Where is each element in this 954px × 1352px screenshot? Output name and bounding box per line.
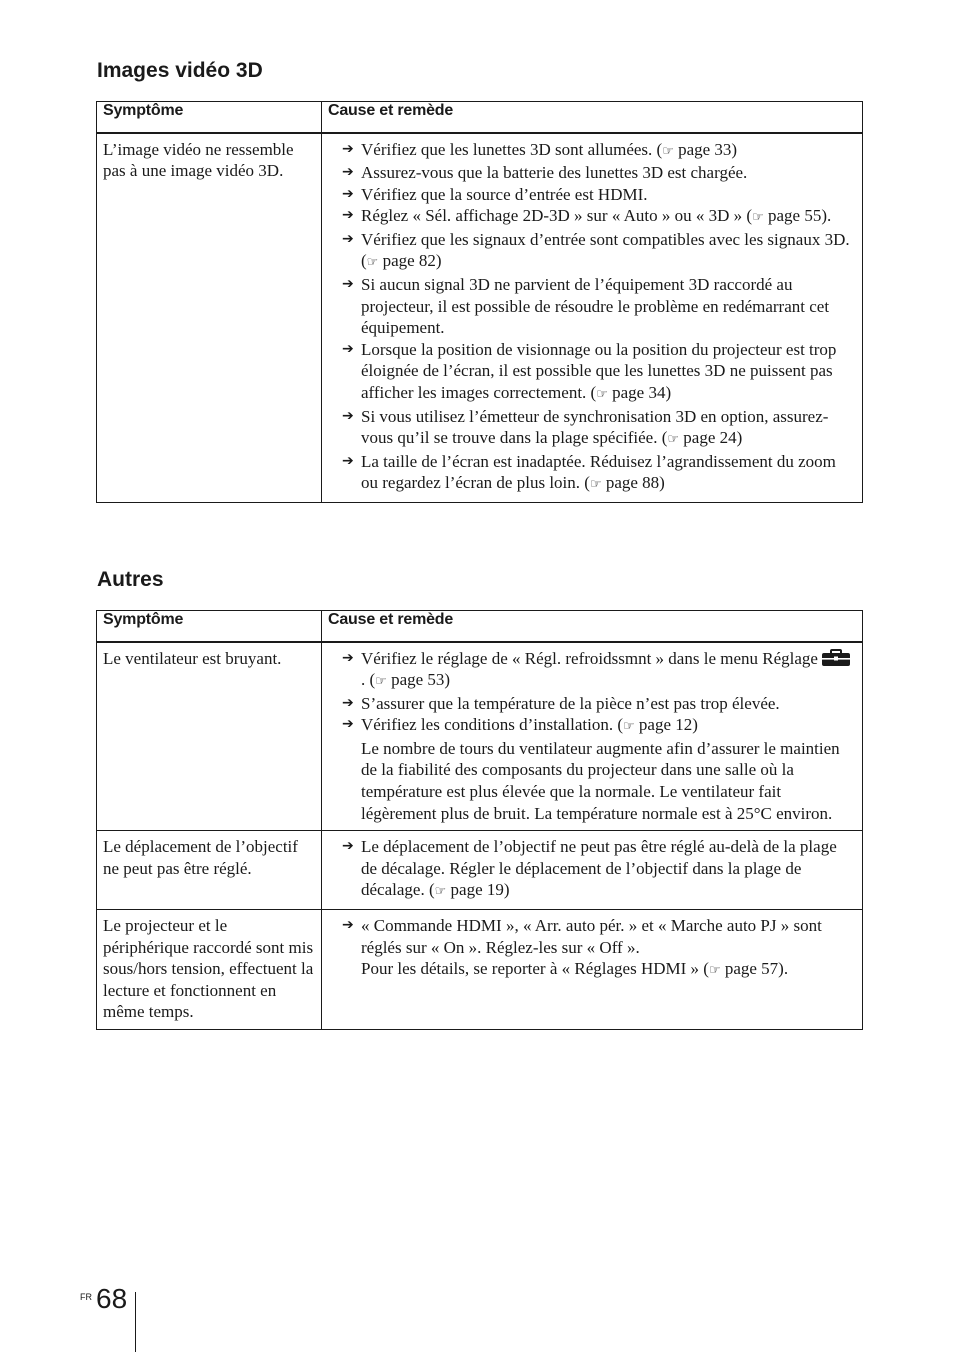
remedy-list xyxy=(342,836,854,903)
symptom-cell: Le ventilateur est bruyant. xyxy=(97,642,322,831)
remedy-item: ➔ Vérifiez que la source d’entrée est HDMI. xyxy=(342,184,648,204)
symptom-cell: Le déplacement de l’objectif ne peut pas être réglé. xyxy=(97,831,322,910)
arrow-bullet-icon: ➔ xyxy=(342,838,354,855)
arrow-bullet-icon: ➔ xyxy=(342,649,354,666)
remedy-item: ➔ Vérifiez les conditions d’installation. (☞ page 12) Le nombre de tours du ventilateur augmente afin d’assurer le maintien de la fiabilité des composants du projecteur dans une salle où la température est plus élevée que la normale. Le ventilateur fait légèrement plus de bruit. La température normale est à 25°C environ. xyxy=(342,715,840,823)
column-header-cause-remedy: Cause et remède xyxy=(322,611,863,642)
remedy-list xyxy=(342,139,854,497)
arrow-bullet-icon: ➔ xyxy=(342,452,354,469)
column-header-symptom: Symptôme xyxy=(97,611,322,642)
arrow-bullet-icon: ➔ xyxy=(342,276,354,293)
table-row xyxy=(97,831,863,910)
arrow-bullet-icon: ➔ xyxy=(342,140,354,157)
arrow-bullet-icon: ➔ xyxy=(342,407,354,424)
remedy-item: ➔ Vérifiez que les signaux d’entrée sont compatibles avec les signaux 3D. (☞ page 82) xyxy=(342,229,850,271)
page-reference-icon: ☞ xyxy=(662,143,674,159)
page-reference-icon: ☞ xyxy=(589,477,602,493)
arrow-bullet-icon: ➔ xyxy=(342,230,354,247)
remedy-item: ➔ Si vous utilisez l’émetteur de synchronisation 3D en option, assurez-vous qu’il se trouve dans la plage spécifiée. (☞ page 24) xyxy=(342,406,829,448)
page-number-divider xyxy=(135,1292,136,1352)
remedy-item: ➔ Lorsque la position de visionnage ou la position du projecteur est trop éloignée de l’écran, il est possible que les lunettes 3D ne puissent pas afficher les images correctement. (☞ page 34) xyxy=(342,339,837,403)
remedy-item: ➔ Assurez-vous que la batterie des lunettes 3D est chargée. xyxy=(342,163,748,183)
table-row xyxy=(97,642,863,831)
cause-remedy-cell xyxy=(322,642,863,831)
remedy-item: ➔ Si aucun signal 3D ne parvient de l’équipement 3D raccordé au projecteur, il est possible de résoudre le problème en redémarrant cet équipement. xyxy=(342,275,830,338)
language-marker: FR xyxy=(80,1292,92,1302)
section-title-3d-video: Images vidéo 3D xyxy=(97,59,263,82)
cause-remedy-cell xyxy=(322,910,863,1030)
remedy-item: ➔ La taille de l’écran est inadaptée. Réduisez l’agrandissement du zoom ou regardez l’écran de plus loin. (☞ page 88) xyxy=(342,451,836,493)
section-title-others: Autres xyxy=(97,568,164,591)
page-number: 68 xyxy=(96,1283,128,1314)
troubleshooting-table-3d xyxy=(96,101,863,503)
table-header-row xyxy=(97,102,863,133)
remedy-list xyxy=(342,915,854,982)
column-header-cause-remedy: Cause et remède xyxy=(322,102,863,133)
page-reference-icon: ☞ xyxy=(434,884,447,900)
page-reference-icon: ☞ xyxy=(596,387,608,403)
page-reference-icon: ☞ xyxy=(623,719,635,735)
troubleshooting-table-others xyxy=(96,610,863,1030)
remedy-list xyxy=(342,648,854,825)
symptom-cell: Le projecteur et le périphérique raccordé sont mis sous/hors tension, effectuent la lecture et fonctionnent en même temps. xyxy=(97,910,322,1030)
remedy-item: ➔ Réglez « Sél. affichage 2D-3D » sur « Auto » ou « 3D » (☞ page 55). xyxy=(342,206,832,226)
table-row xyxy=(97,133,863,503)
page-reference-icon: ☞ xyxy=(366,255,379,271)
cause-remedy-cell xyxy=(322,133,863,503)
cause-remedy-cell xyxy=(322,831,863,910)
arrow-bullet-icon: ➔ xyxy=(342,185,354,202)
remedy-item: ➔ S’assurer que la température de la pièce n’est pas trop élevée. xyxy=(342,693,780,713)
remedy-item: ➔ Le déplacement de l’objectif ne peut pas être réglé au-delà de la plage de décalage. Régler le déplacement de l’objectif dans la plage de décalage. (☞ page 19) xyxy=(342,837,837,900)
page-reference-icon: ☞ xyxy=(375,674,387,690)
arrow-bullet-icon: ➔ xyxy=(342,917,354,934)
table-header-row xyxy=(97,611,863,642)
table-row xyxy=(97,910,863,1030)
symptom-cell: L’image vidéo ne ressemble pas à une image vidéo 3D. xyxy=(97,133,322,503)
arrow-bullet-icon: ➔ xyxy=(342,207,354,224)
remedy-item: ➔ Vérifiez que les lunettes 3D sont allumées. (☞ page 33) xyxy=(342,139,738,159)
arrow-bullet-icon: ➔ xyxy=(342,164,354,181)
arrow-bullet-icon: ➔ xyxy=(342,694,354,711)
toolbox-icon xyxy=(821,649,851,667)
remedy-item: ➔ « Commande HDMI », « Arr. auto pér. » et « Marche auto PJ » sont réglés sur « On ». Réglez-les sur « Off ». Pour les détails, se reporter à « Réglages HDMI » (☞ page 57). xyxy=(342,916,822,979)
remedy-item: ➔ Vérifiez le réglage de « Régl. refroidssmnt » dans le menu Réglage. (☞ page 53) xyxy=(342,648,854,693)
arrow-bullet-icon: ➔ xyxy=(342,716,354,733)
page-reference-icon: ☞ xyxy=(752,210,764,226)
page-reference-icon: ☞ xyxy=(708,963,721,979)
arrow-bullet-icon: ➔ xyxy=(342,340,354,357)
page-reference-icon: ☞ xyxy=(667,432,680,448)
column-header-symptom: Symptôme xyxy=(97,102,322,133)
